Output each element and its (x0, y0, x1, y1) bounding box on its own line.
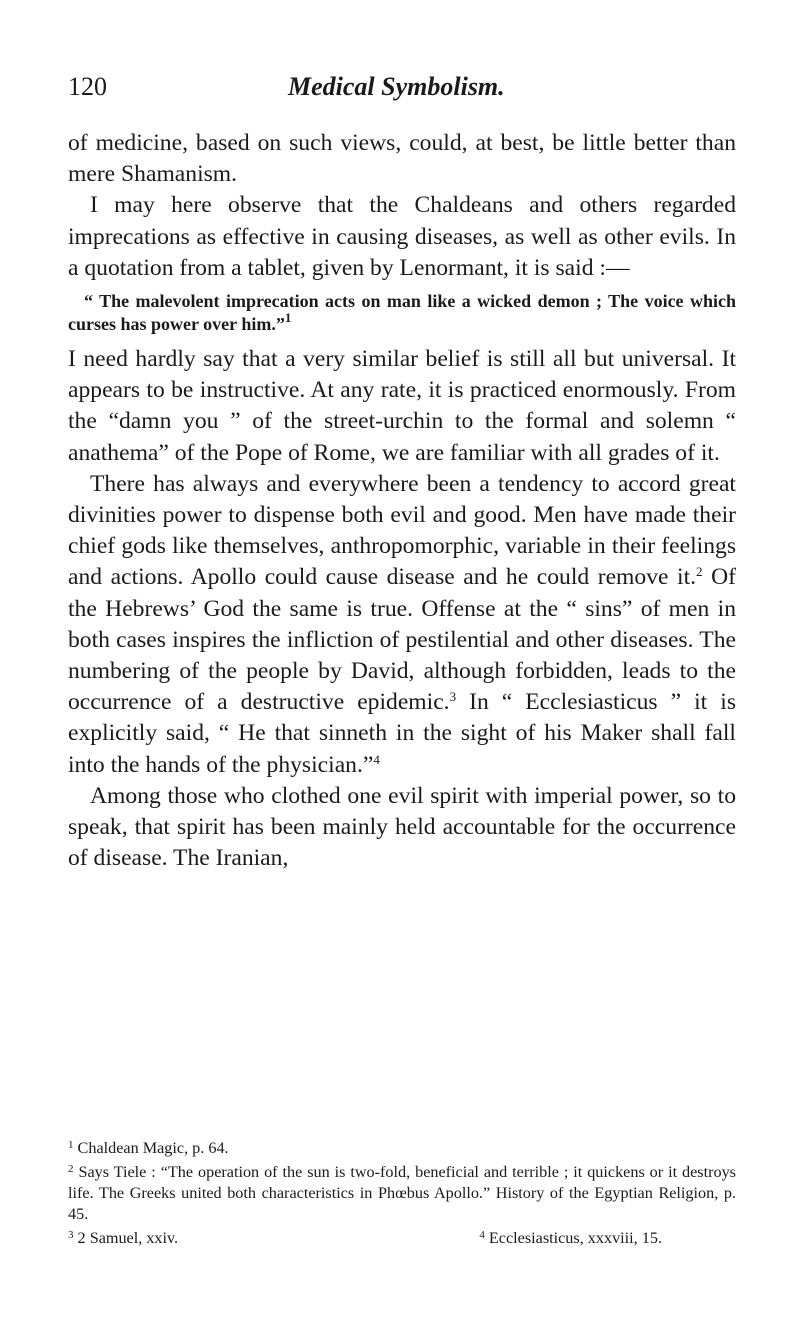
footnote-text-3: 2 Samuel, xxiv. (77, 1229, 179, 1247)
paragraph-4 (68, 469, 736, 781)
paragraph-1: of medicine, based on such views, could, at best, be little better than mere Shamanism. (68, 130, 736, 188)
footnote-ref-1: 1 (284, 310, 292, 326)
paragraph-2: I may here observe that the Chaldeans and others regarded imprecations as effective in causing diseases, as well as other evils. In a quotation from a tablet, given by Lenormant, it is said :— (68, 192, 736, 281)
footnote-ref-3: 3 (449, 689, 457, 705)
footnote-text-4: Ecclesiasticus, xxxviii, 15. (488, 1229, 662, 1247)
footnote-number-1: 1 (68, 1139, 74, 1151)
footnotes (68, 1135, 736, 1249)
footnote-number-3: 3 (68, 1229, 74, 1241)
footnote-ref-4: 4 (373, 751, 380, 767)
page-header (68, 72, 736, 112)
footnote-2 (68, 1159, 736, 1225)
footnote-1 (68, 1135, 736, 1159)
body-text (68, 128, 736, 874)
block-quote (68, 290, 736, 336)
footnote-ref-2: 2 (696, 564, 703, 580)
paragraph-3: I need hardly say that a very similar belief is still all but universal. It appears to be instructive. At any rate, it is practiced enormously. From the “damn you ” of the street-urchin to the formal and solemn “ anathema” of the Pope of Rome, we are familiar with all grades of it. (68, 346, 736, 466)
footnote-number-4: 4 (479, 1229, 485, 1241)
running-title: Medical Symbolism. (288, 72, 505, 101)
paragraph-5: Among those who clothed one evil spirit with imperial power, so to speak, that spirit has been mainly held accountable for the occurrence of disease. The Iranian, (68, 782, 736, 872)
paragraph-4-part-c: In “ Ecclesiasticus ” it is explicitly said, “ He that sinneth in the sight of his Maker shall fall into the hands of the physician.” (68, 689, 736, 778)
paragraph-4-part-a: There has always and everywhere been a tendency to accord great divinities power to dispense both evil and good. Men have made their chief gods like themselves, anthropomorphic, variable in their feelings and actions. Apollo could cause disease and he could remove it. (68, 470, 736, 591)
footnote-text-1: Chaldean Magic, p. 64. (77, 1139, 229, 1157)
quote-text: “ The malevolent imprecation acts on man like a wicked demon ; The voice which curses has power over him.” (68, 291, 736, 335)
page-number: 120 (68, 72, 107, 101)
footnote-3 (68, 1225, 178, 1249)
footnote-4 (479, 1225, 662, 1249)
footnote-number-2: 2 (68, 1163, 74, 1175)
footnotes-3-4 (68, 1225, 736, 1249)
paragraph-4-part-b: Of the Hebrews’ God the same is true. Offense at the “ sins” of men in both cases inspires the infliction of pestilential and other diseases. The numbering of the people by David, although forbidden, leads to the occurrence of a destructive epidemic. (68, 564, 736, 716)
footnote-text-2: Says Tiele : “The operation of the sun is two-fold, beneficial and terrible ; it quickens or it destroys life. The Greeks united both characteristics in Phœbus Apollo.” History of the Egyptian Religion, p. 45. (68, 1163, 736, 1223)
